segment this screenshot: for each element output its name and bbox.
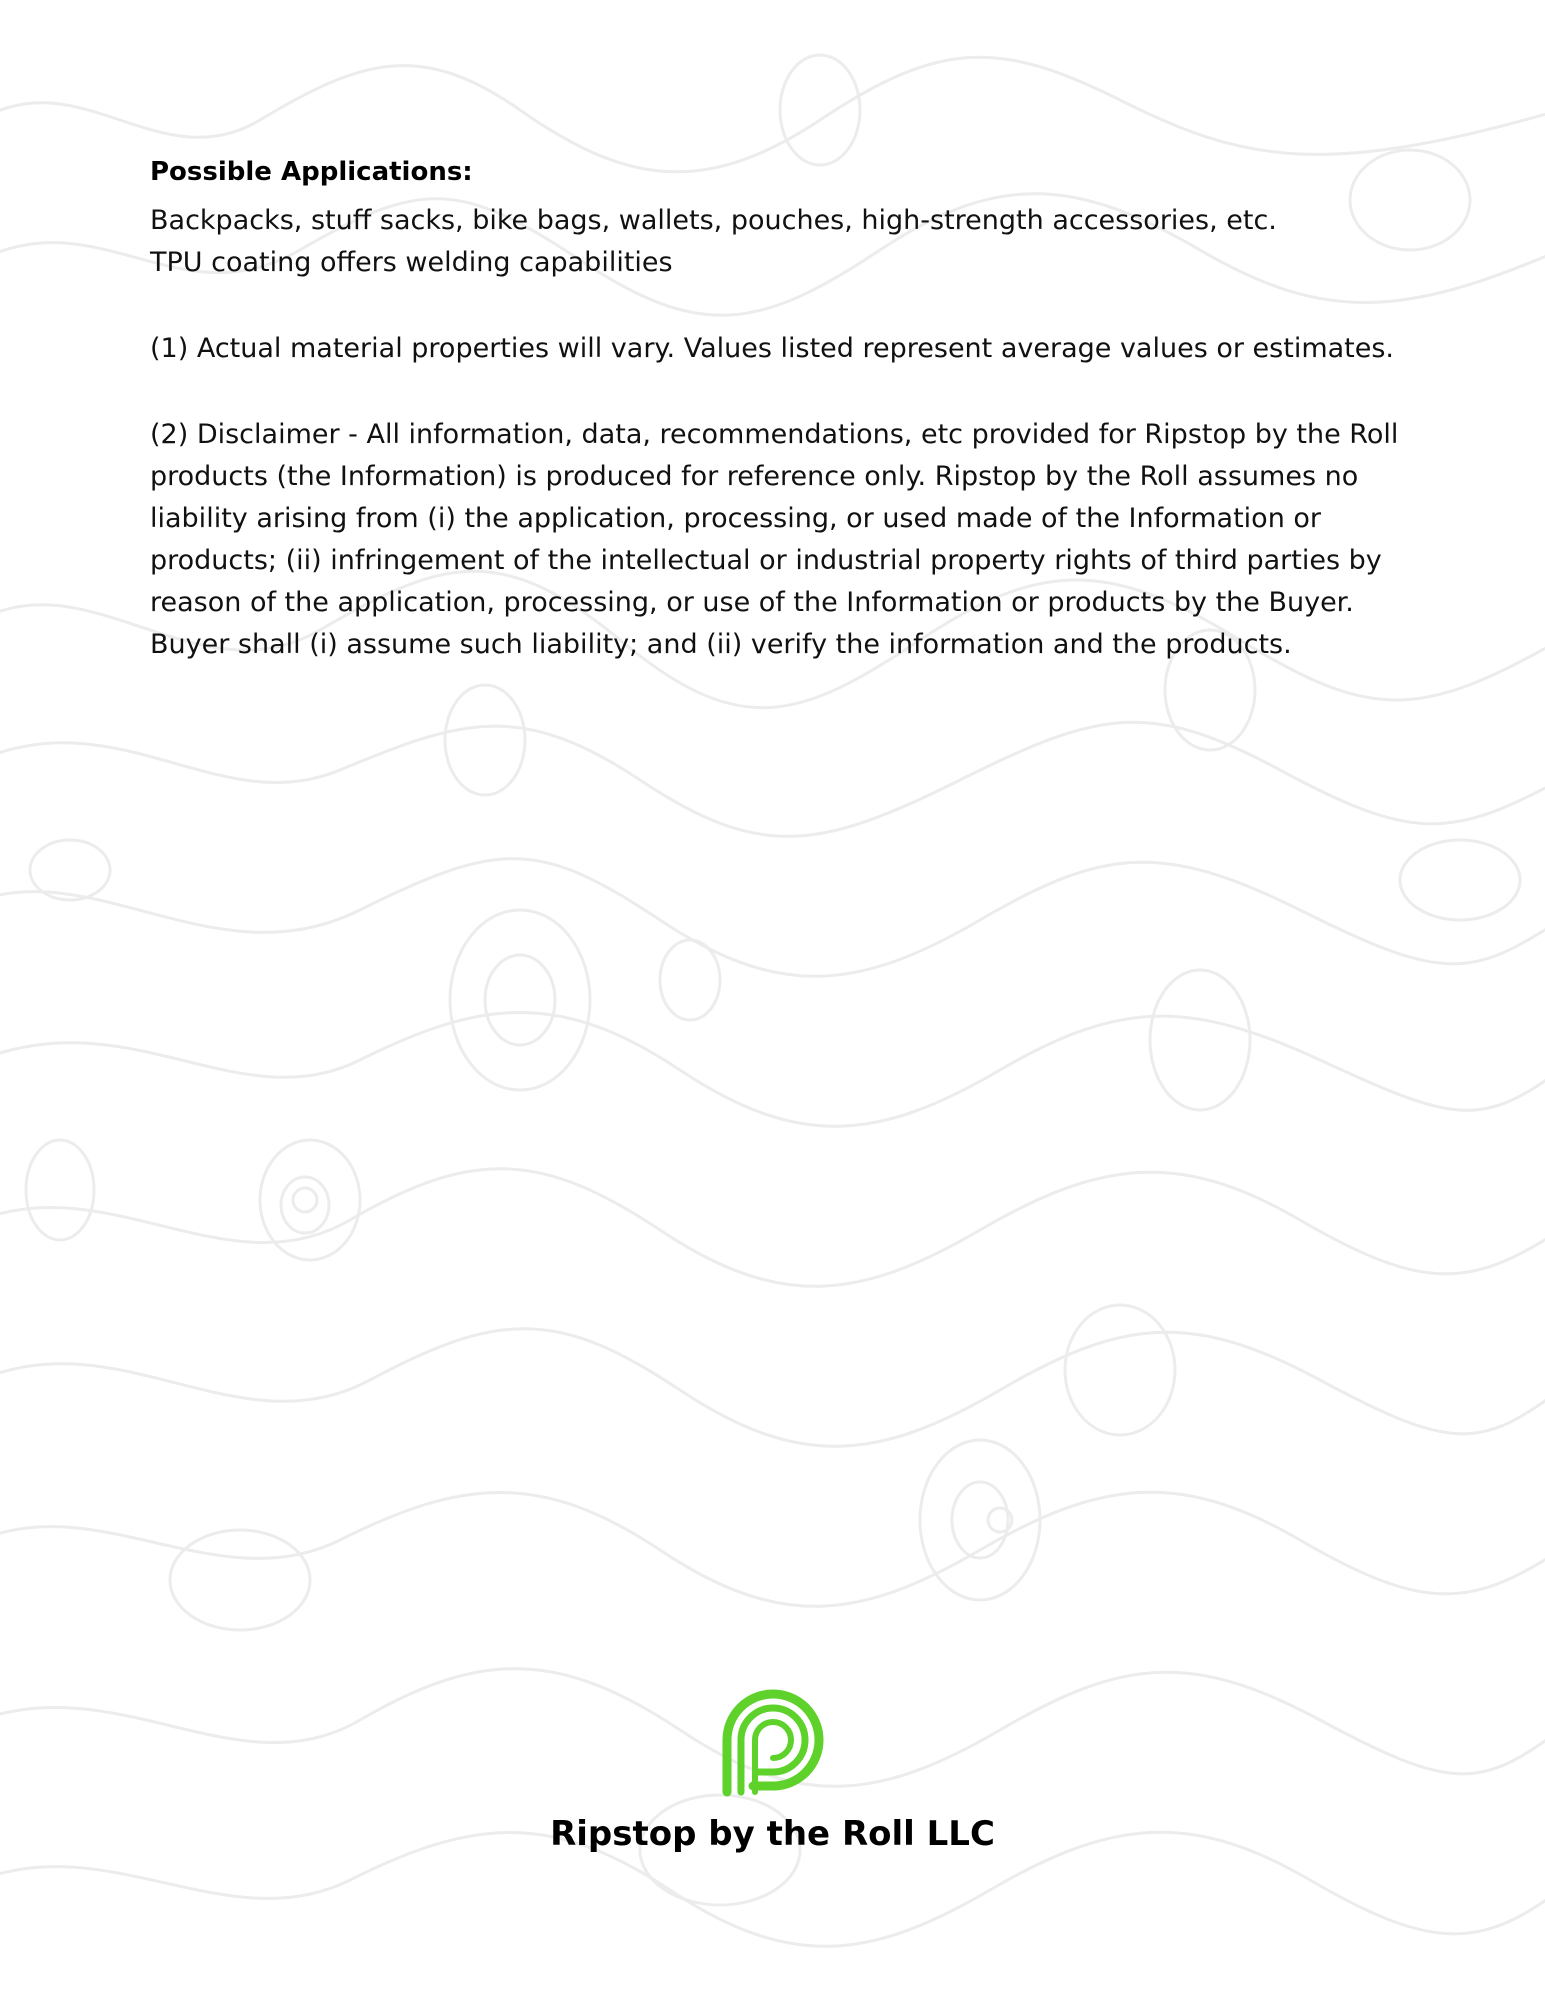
company-name: Ripstop by the Roll LLC <box>550 1814 995 1854</box>
disclaimer-paragraph: (2) Disclaimer - All information, data, recommendations, etc provided for Ripstop by the Roll products (the Information) is produced for reference only. Ripstop by the Roll assumes no liability arising from (i) the application, processing, or used made of the Information or products; (ii) infringement of the intellectual or industrial property rights of third parties by reason of the application, processing, or use of the Information or products by the Buyer. Buyer shall (i) assume such liability; and (ii) verify the information and the products. <box>150 419 1399 660</box>
applications-line-2: TPU coating offers welding capabilities <box>150 247 673 278</box>
footer <box>0 1680 1545 1856</box>
main-content <box>150 150 1400 693</box>
ripstop-spiral-logo-icon <box>713 1680 833 1800</box>
applications-heading: Possible Applications: <box>150 157 473 187</box>
note-1: (1) Actual material properties will vary. Values listed represent average values or estimates. <box>150 333 1395 364</box>
applications-line-1: Backpacks, stuff sacks, bike bags, wallets, pouches, high-strength accessories, etc. <box>150 205 1277 236</box>
